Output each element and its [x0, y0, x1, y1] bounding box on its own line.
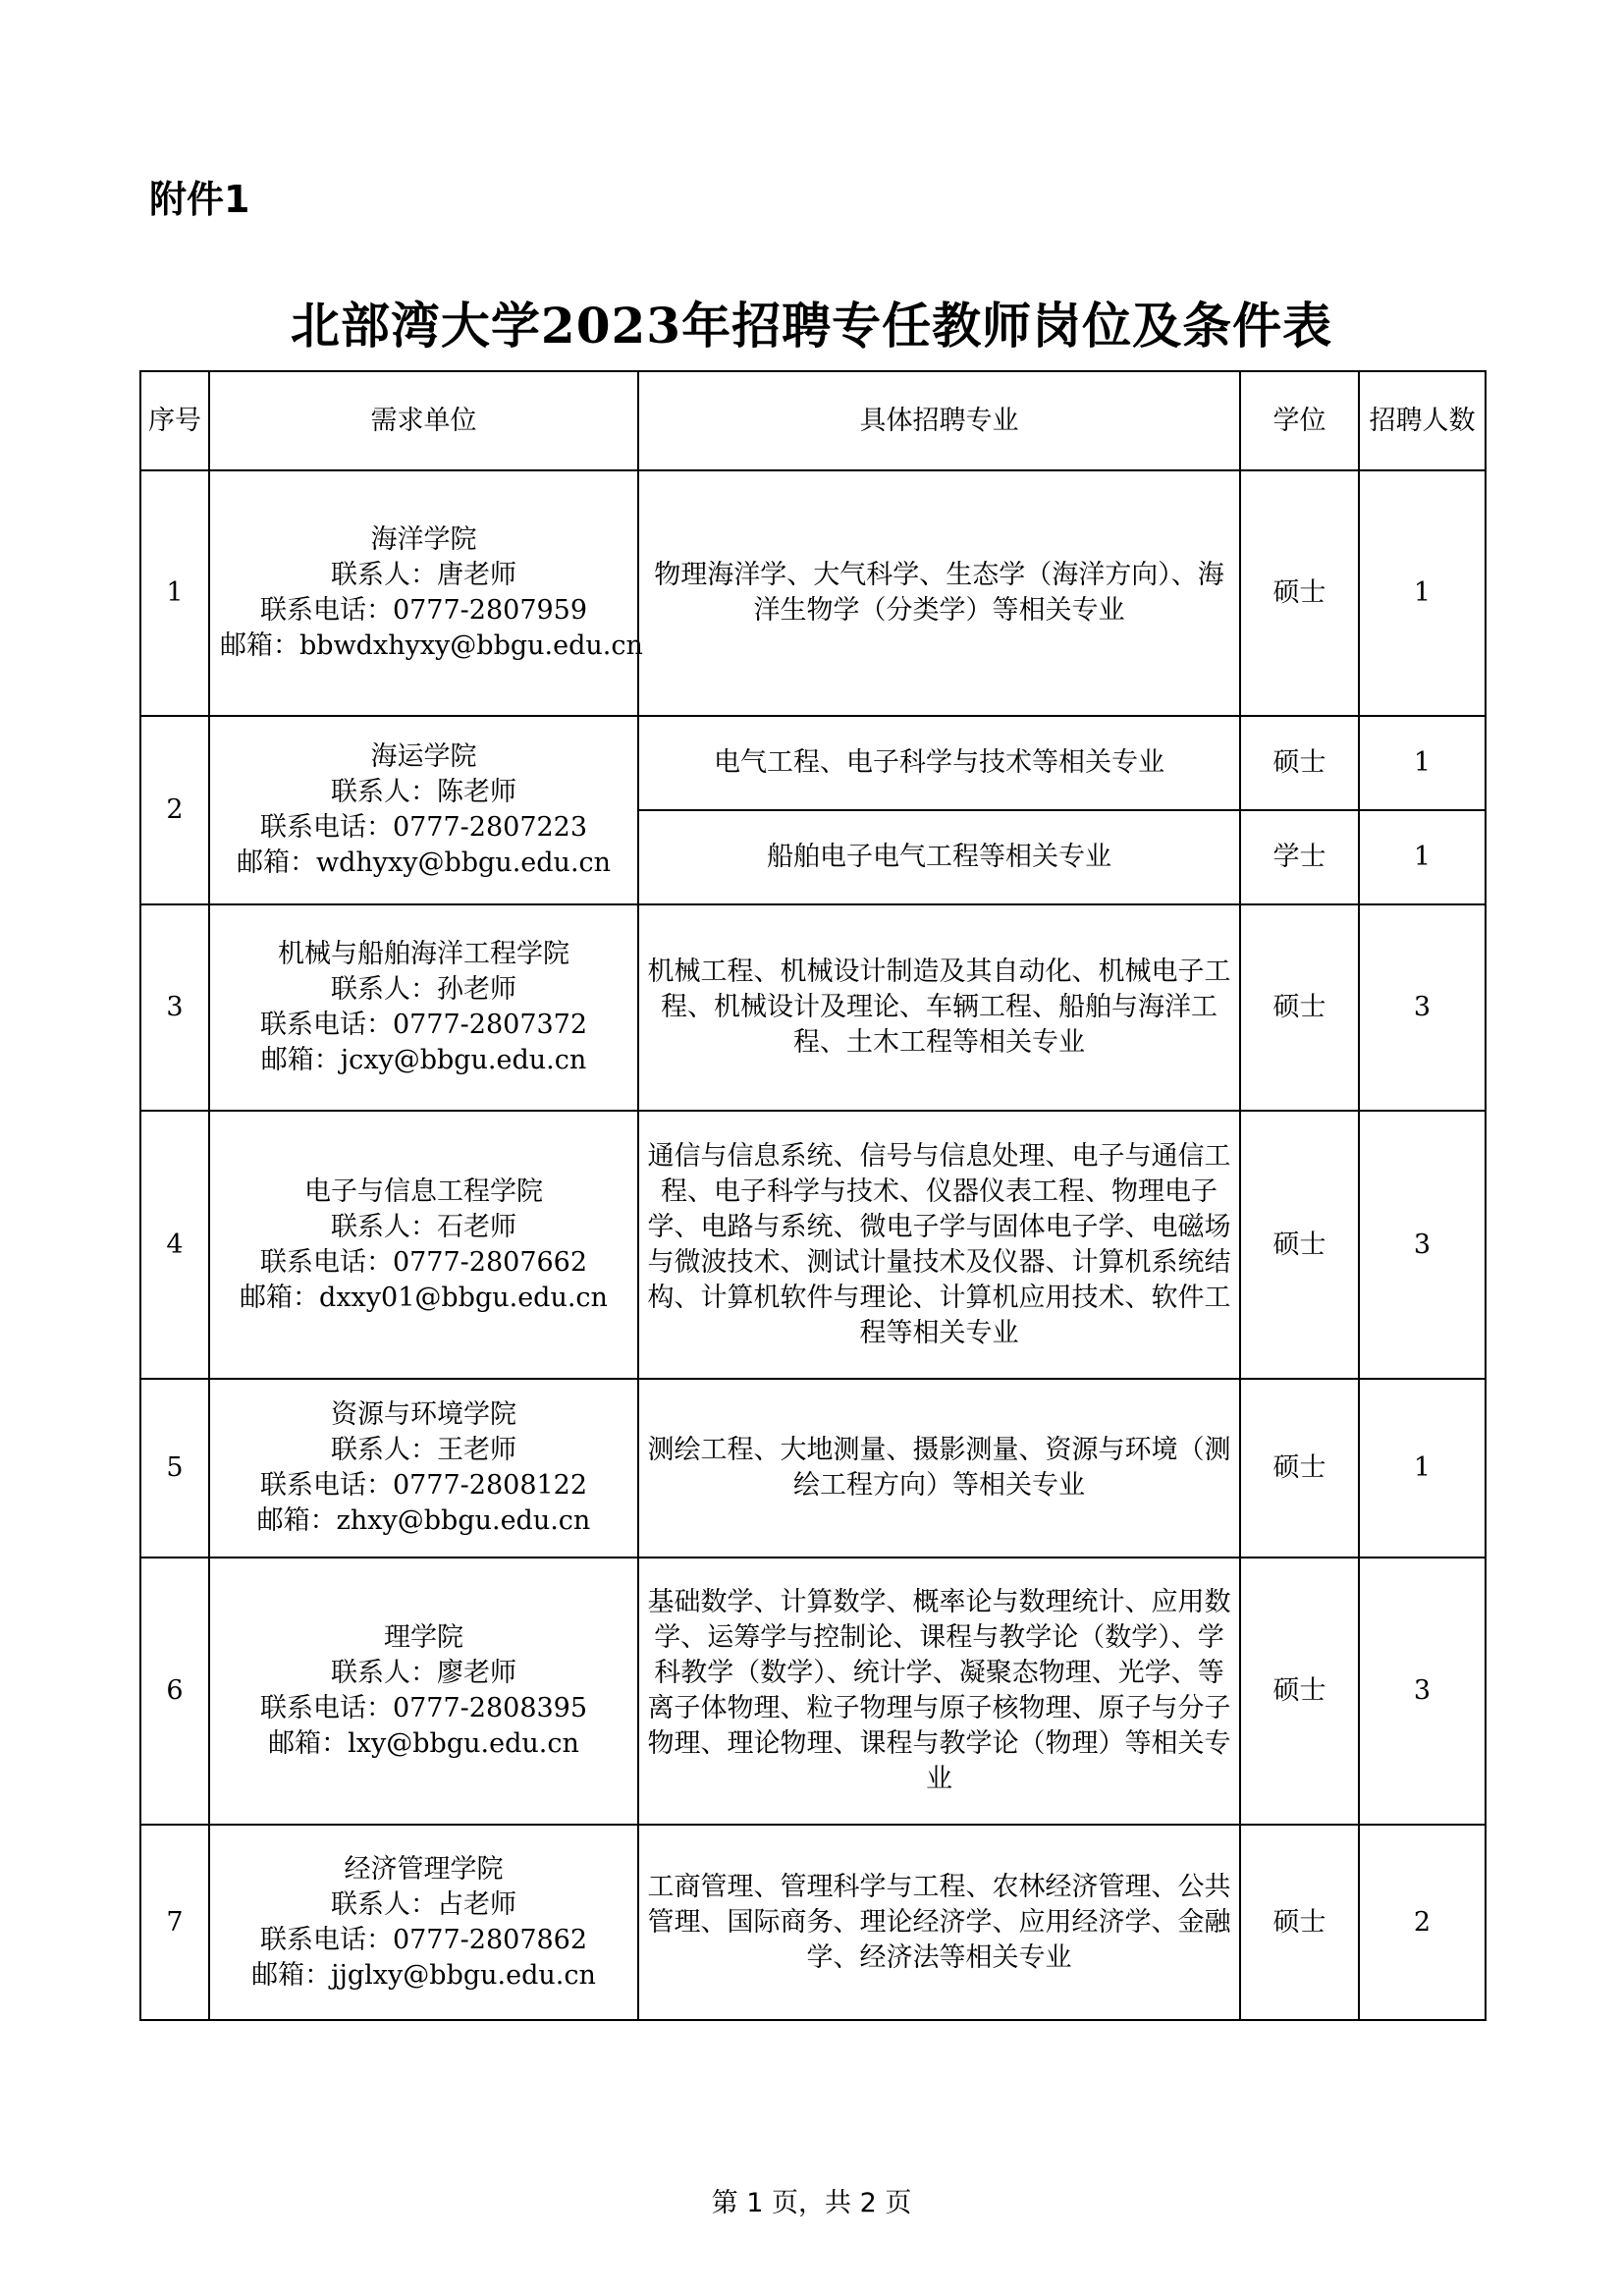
major-cell: 测绘工程、大地测量、摄影测量、资源与环境（测绘工程方向）等相关专业 — [638, 1379, 1240, 1558]
unit-cell — [209, 1111, 638, 1379]
degree-cell: 硕士 — [1240, 1111, 1359, 1379]
unit-cell — [209, 1825, 638, 2020]
major-cell: 基础数学、计算数学、概率论与数理统计、应用数学、运筹学与控制论、课程与教学论（数学）、学科教学（数学）、统计学、凝聚态物理、光学、等离子体物理、粒子物理与原子核物理、原子与分子物理、理论物理、课程与教学论（物理）等相关专业 — [638, 1558, 1240, 1825]
unit-phone: 联系电话：0777-2808395 — [259, 1693, 588, 1723]
unit-contact: 联系人：石老师 — [331, 1211, 516, 1242]
unit-contact: 联系人：占老师 — [331, 1888, 516, 1920]
unit-name: 理学院 — [384, 1622, 463, 1653]
degree-cell: 硕士 — [1240, 1558, 1359, 1825]
table-row — [140, 1825, 1486, 2020]
degree-cell: 硕士 — [1240, 1825, 1359, 2020]
count-cell: 3 — [1359, 904, 1486, 1111]
table-row — [140, 1558, 1486, 1825]
unit-email: 邮箱：wdhyxy@bbgu.edu.cn — [236, 847, 612, 878]
table-row — [140, 470, 1486, 716]
seq-cell: 1 — [140, 470, 209, 716]
count-cell: 3 — [1359, 1558, 1486, 1825]
attachment-label: 附件1 — [149, 178, 250, 221]
unit-email: 邮箱：jcxy@bbgu.edu.cn — [260, 1045, 587, 1075]
unit-name: 电子与信息工程学院 — [304, 1175, 543, 1207]
seq-cell: 6 — [140, 1558, 209, 1825]
unit-contact: 联系人：唐老师 — [331, 560, 516, 590]
unit-email: 邮箱：jjglxy@bbgu.edu.cn — [251, 1959, 596, 1991]
header-major: 具体招聘专业 — [638, 371, 1240, 470]
header-count: 招聘人数 — [1359, 371, 1486, 470]
unit-name: 机械与船舶海洋工程学院 — [278, 939, 569, 969]
degree-cell: 硕士 — [1240, 470, 1359, 716]
unit-phone: 联系电话：0777-2807959 — [259, 595, 588, 626]
seq-cell: 2 — [140, 716, 209, 904]
major-cell: 机械工程、机械设计制造及其自动化、机械电子工程、机械设计及理论、车辆工程、船舶与海洋工程、土木工程等相关专业 — [638, 904, 1240, 1111]
unit-email: 邮箱：lxy@bbgu.edu.cn — [268, 1728, 579, 1759]
unit-phone: 联系电话：0777-2807662 — [259, 1246, 588, 1278]
unit-phone: 联系电话：0777-2807372 — [259, 1010, 588, 1040]
unit-contact: 联系人：孙老师 — [331, 974, 516, 1005]
major-cell: 物理海洋学、大气科学、生态学（海洋方向）、海洋生物学（分类学）等相关专业 — [638, 470, 1240, 716]
count-cell: 2 — [1359, 1825, 1486, 2020]
degree-cell: 硕士 — [1240, 904, 1359, 1111]
unit-phone: 联系电话：0777-2808122 — [259, 1470, 588, 1501]
table-row — [140, 904, 1486, 1111]
count-cell: 3 — [1359, 1111, 1486, 1379]
page-footer: 第 1 页，共 2 页 — [711, 2188, 912, 2218]
unit-cell — [209, 904, 638, 1111]
unit-email: 邮箱：zhxy@bbgu.edu.cn — [256, 1505, 591, 1536]
table-row — [140, 1379, 1486, 1558]
header-seq: 序号 — [140, 371, 209, 470]
recruitment-table — [139, 370, 1487, 2021]
seq-cell: 4 — [140, 1111, 209, 1379]
major-cell: 通信与信息系统、信号与信息处理、电子与通信工程、电子科学与技术、仪器仪表工程、物理电子学、电路与系统、微电子学与固体电子学、电磁场与微波技术、测试计量技术及仪器、计算机系统结构、计算机软件与理论、计算机应用技术、软件工程等相关专业 — [638, 1111, 1240, 1379]
unit-contact: 联系人：陈老师 — [331, 777, 516, 807]
unit-name: 资源与环境学院 — [331, 1399, 516, 1430]
unit-cell — [209, 1379, 638, 1558]
seq-cell: 3 — [140, 904, 209, 1111]
table-header-row — [140, 371, 1486, 470]
count-cell: 1 — [1359, 470, 1486, 716]
major-cell: 船舶电子电气工程等相关专业 — [638, 810, 1240, 904]
unit-name: 海运学院 — [370, 741, 477, 772]
unit-contact: 联系人：廖老师 — [331, 1658, 516, 1688]
table-row — [140, 716, 1486, 810]
seq-cell: 7 — [140, 1825, 209, 2020]
unit-cell — [209, 1558, 638, 1825]
unit-cell — [209, 470, 643, 716]
count-cell: 1 — [1359, 1379, 1486, 1558]
seq-cell: 5 — [140, 1379, 209, 1558]
major-cell: 工商管理、管理科学与工程、农林经济管理、公共管理、国际商务、理论经济学、应用经济学、金融学、经济法等相关专业 — [638, 1825, 1240, 2020]
unit-email: 邮箱：dxxy01@bbgu.edu.cn — [240, 1282, 608, 1313]
unit-contact: 联系人：王老师 — [331, 1435, 516, 1465]
count-cell: 1 — [1359, 716, 1486, 810]
page-title: 北部湾大学2023年招聘专任教师岗位及条件表 — [290, 297, 1333, 355]
unit-phone: 联系电话：0777-2807862 — [259, 1924, 588, 1955]
degree-cell: 硕士 — [1240, 1379, 1359, 1558]
header-unit: 需求单位 — [209, 371, 638, 470]
header-degree: 学位 — [1240, 371, 1359, 470]
unit-phone: 联系电话：0777-2807223 — [259, 812, 588, 843]
unit-cell — [209, 716, 638, 904]
unit-name: 海洋学院 — [370, 524, 477, 555]
degree-cell: 学士 — [1240, 810, 1359, 904]
degree-cell: 硕士 — [1240, 716, 1359, 810]
count-cell: 1 — [1359, 810, 1486, 904]
unit-email: 邮箱：bbwdxhyxy@bbgu.edu.cn — [220, 630, 643, 661]
unit-name: 经济管理学院 — [344, 1853, 504, 1885]
major-cell: 电气工程、电子科学与技术等相关专业 — [638, 716, 1240, 810]
table-row — [140, 1111, 1486, 1379]
